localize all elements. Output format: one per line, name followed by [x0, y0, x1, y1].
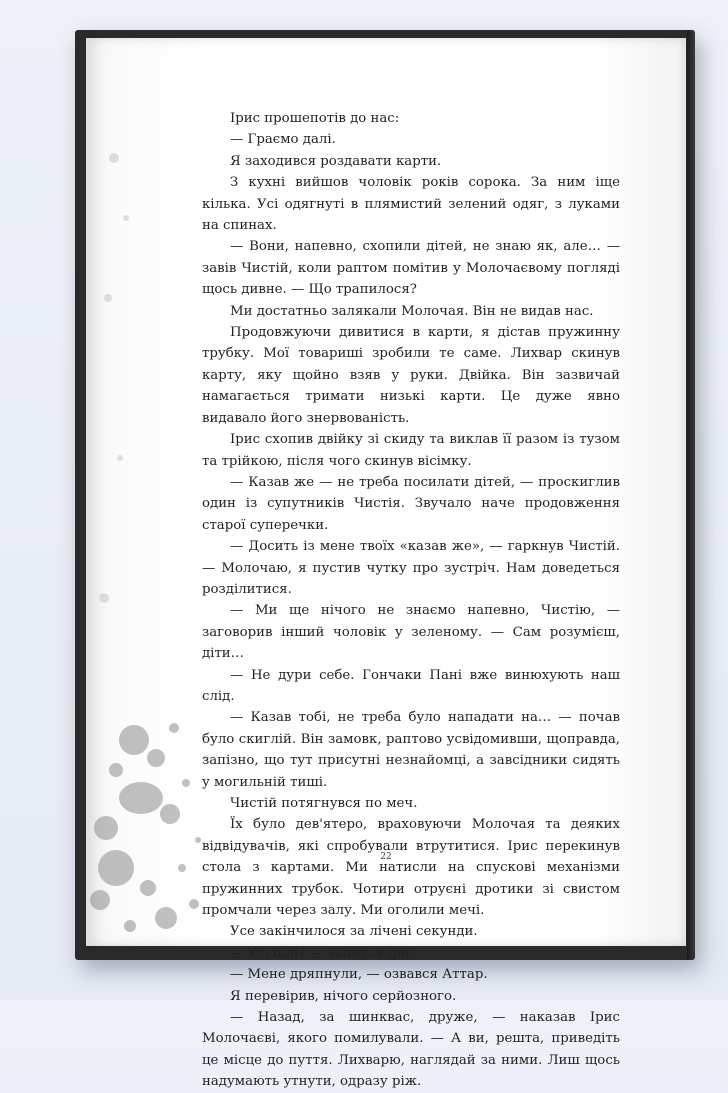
paragraph: Ірис схопив двійку зі скиду та виклав її разом із тузом та трійкою, після чого скинув вісімку.	[202, 432, 620, 469]
paragraph: — Не дури себе. Гончаки Пані вже винюхують наш слід.	[202, 667, 620, 704]
paragraph: — Вони, напевно, схопили дітей, не знаю як, але… — завів Чистій, коли раптом помітив у Молочаєвому погляді щось дивне. — Що трапилося?	[202, 239, 620, 298]
paragraph: — Усі цілі? — запитав Ірис.	[230, 945, 422, 961]
paragraph: Чистій потягнувся по меч.	[230, 796, 418, 811]
paragraph: — Граємо далі.	[230, 132, 336, 148]
paragraph: Усе закінчилося за лічені секунди.	[230, 924, 478, 940]
paragraph: Я заходився роздавати карти.	[230, 153, 442, 169]
paragraph: — Назад, за шинквас, друже, — наказав Ірис Молочаєві, якого помилували. — А ви, решта, приведіть це місце до пуття. Лихварю, наглядай за ними. Лиш щось надумають утнути, одразу ріж.	[202, 1010, 620, 1090]
paragraph: — Ми ще нічого не знаємо напевно, Чистію, — заговорив інший чоловік у зеленому. — Сам розумієш, діти…	[202, 603, 620, 662]
paragraph: Продовжуючи дивитися в карти, я дістав пружинну трубку. Мої товариші зробили те саме. Лихвар скинув карту, яку щойно взяв у руки. Двійка. Він зазвичай намагається тримати низькі карти. Це дуже явно видавало його знервованість.	[202, 325, 620, 426]
page-number: 22	[380, 852, 392, 862]
page-text	[202, 108, 620, 1093]
paragraph: Ми достатньо залякали Молочая. Він не видав нас.	[230, 303, 594, 319]
paragraph: — Досить із мене твоїх «казав же», — гаркнув Чистій. — Молочаю, я пустив чутку про зустріч. Нам доведеться розділитися.	[202, 539, 620, 597]
book-cover-edge	[687, 30, 695, 960]
paragraph: — Казав же — не треба посилати дітей, — проскиглив один із супутників Чистія. Звучало наче продовження старої суперечки.	[202, 474, 620, 533]
paragraph: Я перевірив, нічого серйозного.	[230, 988, 457, 1004]
paragraph: Ірис прошепотів до нас:	[230, 111, 400, 126]
paragraph: З кухні вийшов чоловік років сорока. За ним іще кілька. Усі одягнуті в плямистий зелений одяг, з луками на спинах.	[202, 175, 620, 234]
book-page	[86, 38, 686, 1090]
paragraph: Їх було дев'ятеро, враховуючи Молочая та деяких відвідувачів, які спробували втрутитися. Ірис перекинув стола з картами. Ми натисли на спускові механізми пружинних трубок. Чотири отруєні дротики зі свистом промчали через залу. Ми оголили мечі.	[202, 817, 620, 919]
paragraph: — Мене дряпнули, — озвався Аттар.	[230, 967, 488, 983]
paragraph: — Казав тобі, не треба було нападати на… — почав було скиглій. Він замовк, раптово усвідомивши, щоправда, запізно, що тут присутні незнайомці, а завсідники сидять у могильній тиші.	[202, 710, 620, 790]
